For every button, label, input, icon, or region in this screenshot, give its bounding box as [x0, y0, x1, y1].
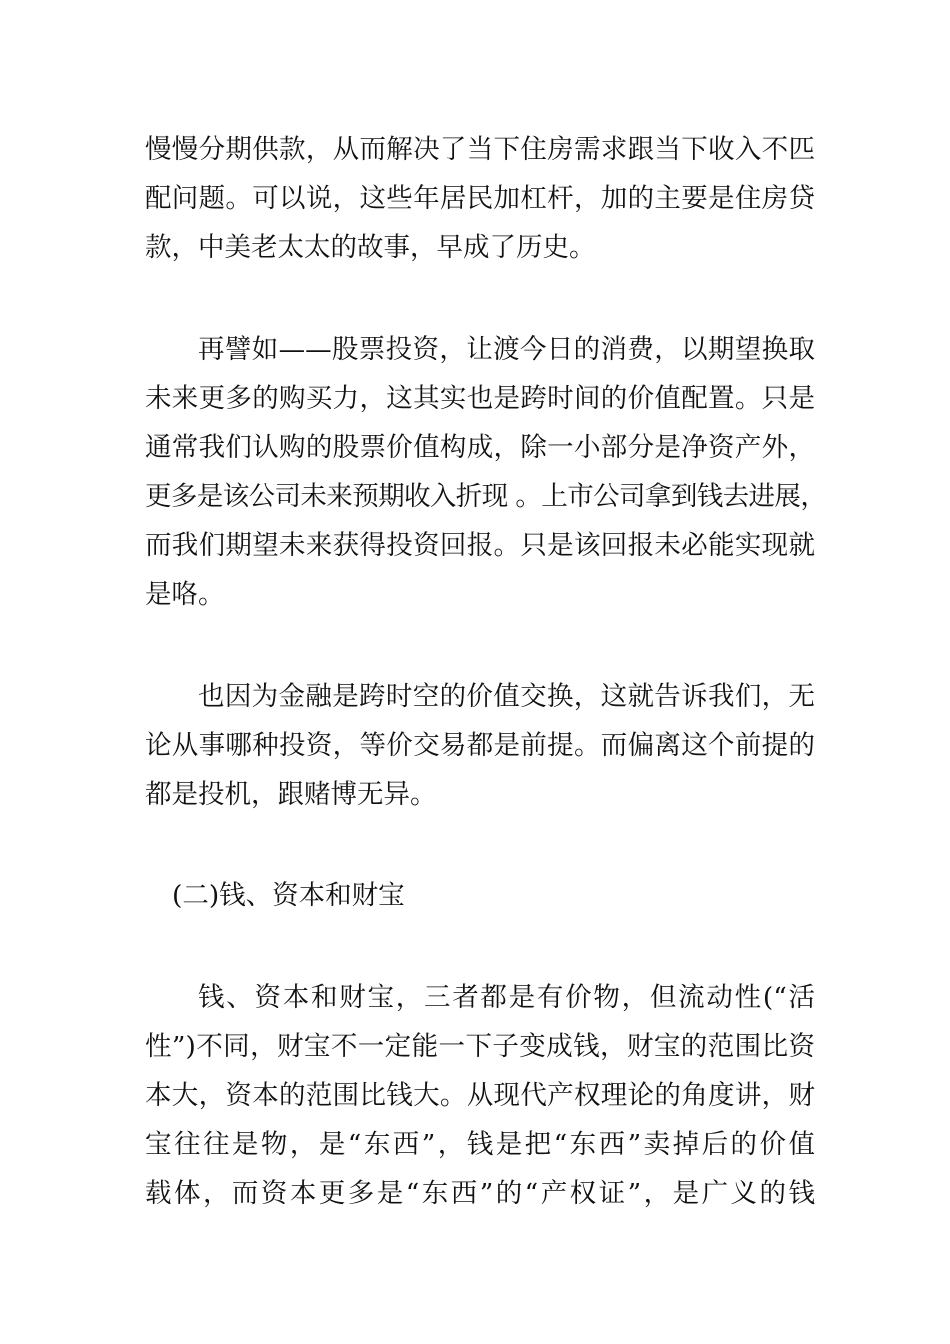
paragraph-3-line-3: 都是投机，跟赌博无异。 [145, 779, 437, 810]
paragraph-4-line-4: 宝往往是物，是“东西”，钱是把“东西”卖掉后的价值 [145, 1129, 815, 1160]
paragraph-2-line-1: 再譬如——股票投资，让渡今日的消费，以期望换取 [198, 334, 815, 365]
paragraph-4-line-2: 性”)不同，财宝不一定能一下子变成钱，财宝的范围比资 [145, 1031, 815, 1062]
section-heading: (二)钱、资本和财宝 [172, 880, 405, 911]
paragraph-3-line-2: 论从事哪种投资，等价交易都是前提。而偏离这个前提的 [145, 730, 815, 761]
paragraph-2-line-5: 而我们期望未来获得投资回报。只是该回报未必能实现就 [145, 530, 815, 561]
paragraph-1-line-3: 款，中美老太太的故事，早成了历史。 [145, 232, 596, 263]
paragraph-1-line-1: 慢慢分期供款，从而解决了当下住房需求跟当下收入不匹 [145, 134, 815, 165]
paragraph-4-line-5: 载体，而资本更多是“东西”的“产权证”，是广义的钱 [145, 1178, 815, 1209]
paragraph-1-line-2: 配问题。可以说，这些年居民加杠杆，加的主要是住房贷 [145, 183, 815, 214]
paragraph-2-line-6: 是咯。 [145, 579, 225, 610]
paragraph-4-line-3: 本大，资本的范围比钱大。从现代产权理论的角度讲，财 [145, 1080, 815, 1111]
paragraph-3-line-1: 也因为金融是跨时空的价值交换，这就告诉我们，无 [198, 681, 815, 712]
paragraph-2-line-4: 更多是该公司未来预期收入折现 。上市公司拿到钱去进展， [145, 481, 827, 512]
paragraph-4-line-1: 钱、资本和财宝，三者都是有价物，但流动性(“活 [198, 982, 815, 1013]
paragraph-2-line-2: 未来更多的购买力，这其实也是跨时间的价值配置。只是 [145, 383, 815, 414]
paragraph-2-line-3: 通常我们认购的股票价值构成，除一小部分是净资产外， [145, 432, 815, 463]
